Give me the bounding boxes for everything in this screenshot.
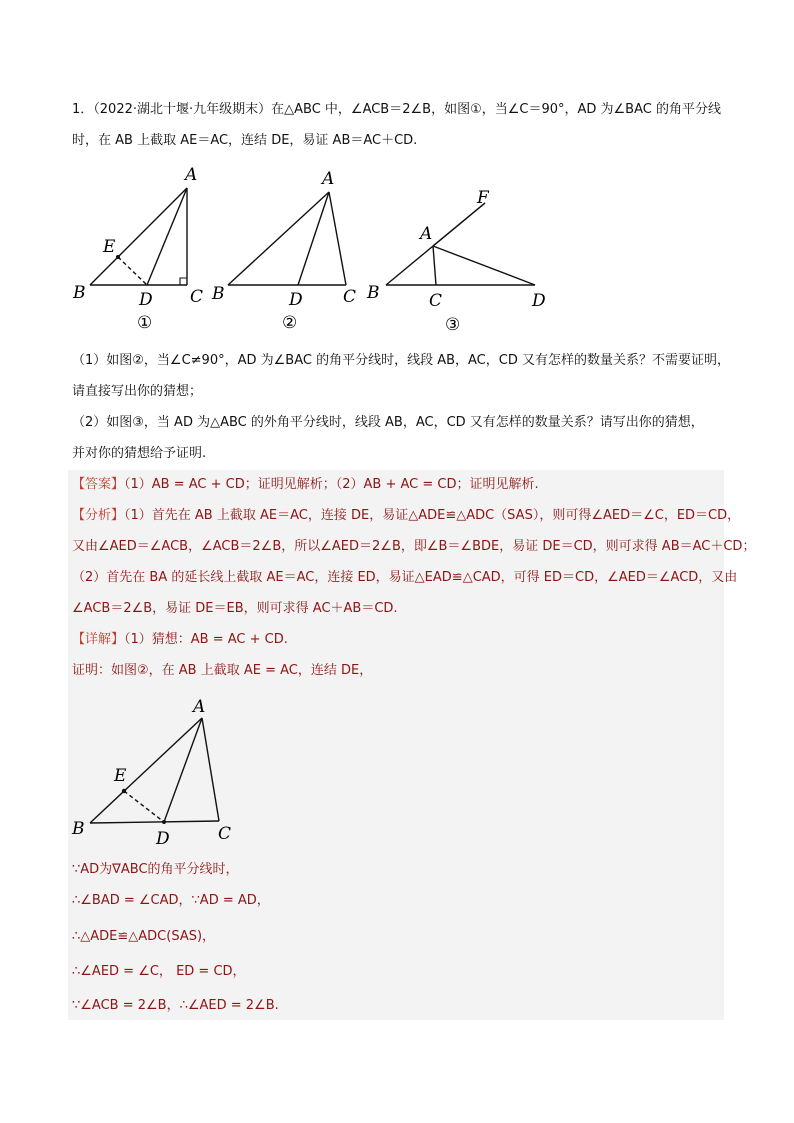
label-e-fig4: E: [114, 766, 127, 786]
proof-step-1: ∵AD为∇ABC的角平分线时，: [72, 862, 239, 877]
caption-fig2: ②: [282, 313, 298, 333]
label-b-fig4: B: [72, 819, 85, 839]
label-d-fig3: D: [532, 291, 546, 311]
label-d-fig1: D: [139, 290, 153, 310]
detail-tag: 【详解】: [72, 632, 125, 647]
detail-text-1: （1）猜想：AB = AC + CD.: [124, 632, 288, 647]
answer-text: （1）AB = AC + CD；证明见解析；（2）AB + AC = CD；证明见解析.: [124, 477, 539, 492]
label-a-fig2: A: [322, 169, 335, 189]
figure-4: [68, 692, 248, 848]
proof-step-5: ∵∠ACB = 2∠B，∴∠AED = 2∠B.: [72, 998, 279, 1013]
proof-step-3: ∴△ADE≌△ADC(SAS)，: [72, 929, 216, 944]
label-d-fig2: D: [289, 290, 303, 310]
question-line-1: 1．（2022·湖北十堰·九年级期末）在△ABC 中，∠ACB＝2∠B，如图①，当∠C＝90°，AD 为∠BAC 的角平分线: [72, 102, 721, 117]
answer-line: [72, 475, 539, 495]
analysis-line-1: [72, 506, 740, 526]
caption-fig3: ③: [445, 315, 461, 335]
figure-3: [386, 203, 535, 285]
analysis-tag: 【分析】: [72, 508, 125, 523]
part2-line-a: （2）如图③，当 AD 为△ABC 的外角平分线时，线段 AB，AC，CD 又有怎样的数量关系？请写出你的猜想，: [72, 415, 704, 430]
part1-line-a: （1）如图②，当∠C≠90°，AD 为∠BAC 的角平分线时，线段 AB，AC，CD 又有怎样的数量关系？不需要证明，: [72, 353, 730, 368]
point-d-fig4: [162, 820, 166, 824]
point-e-fig4: [122, 789, 126, 793]
figures-row: [60, 160, 560, 335]
label-b-fig2: B: [212, 284, 225, 304]
label-a-fig1: A: [185, 165, 198, 185]
caption-fig1: ①: [137, 313, 153, 333]
label-b-fig3: B: [367, 283, 380, 303]
figure-2: [228, 192, 346, 285]
label-a-fig4: A: [193, 697, 206, 717]
part2-line-b: 并对你的猜想给予证明.: [72, 446, 207, 461]
part1-line-b: 请直接写出你的猜想；: [72, 384, 203, 399]
answer-tag: 【答案】: [72, 477, 125, 492]
label-b-fig1: B: [73, 283, 86, 303]
detail-line-1: [72, 630, 288, 650]
detail-line-2: 证明：如图②，在 AB 上截取 AE = AC，连结 DE，: [72, 663, 373, 678]
proof-step-4: ∴∠AED = ∠C， ED = CD，: [72, 964, 246, 979]
label-c-fig2: C: [343, 287, 357, 307]
label-d-fig4: D: [156, 829, 170, 848]
label-a-fig3: A: [420, 224, 433, 244]
analysis-line-3: （2）首先在 BA 的延长线上截取 AE＝AC，连接 ED，易证△EAD≌△CAD，可得 ED＝CD，∠AED＝∠ACD，又由: [72, 570, 738, 585]
label-c-fig3: C: [429, 291, 443, 311]
proof-step-2: ∴∠BAD = ∠CAD，∵AD = AD，: [72, 893, 270, 908]
point-e-fig1: [116, 255, 120, 259]
question-line-2: 时，在 AB 上截取 AE＝AC，连结 DE，易证 AB＝AC＋CD.: [72, 133, 418, 148]
label-c-fig4: C: [218, 824, 232, 844]
label-e-fig1: E: [103, 237, 116, 257]
analysis-line-2: 又由∠AED＝∠ACB，∠ACB＝2∠B，所以∠AED＝2∠B，即∠B＝∠BDE，易证 DE＝CD，则可求得 AB＝AC＋CD；: [72, 539, 756, 554]
analysis-text-1: （1）首先在 AB 上截取 AE＝AC，连接 DE，易证△ADE≌△ADC（SAS），则可得∠AED＝∠C，ED＝CD，: [124, 508, 741, 523]
label-f-fig3: F: [477, 188, 489, 208]
analysis-line-4: ∠ACB＝2∠B，易证 DE＝EB，则可求得 AC＋AB＝CD.: [72, 601, 398, 616]
label-c-fig1: C: [190, 287, 204, 307]
